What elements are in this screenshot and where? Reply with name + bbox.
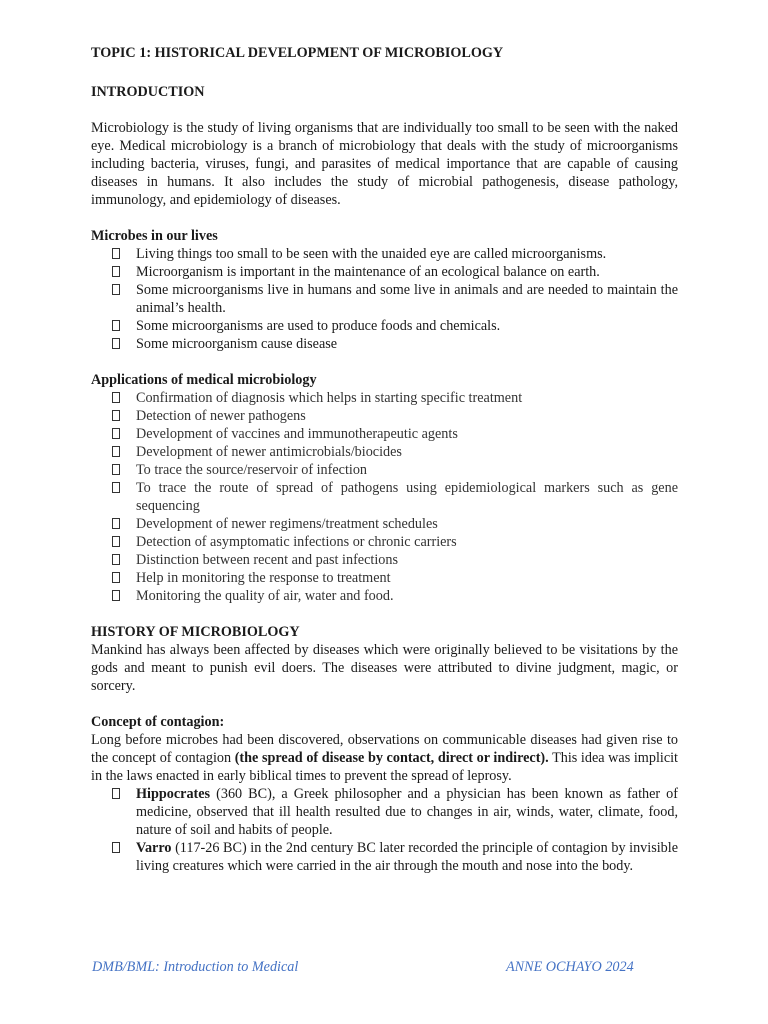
- bullet-icon: [112, 392, 120, 403]
- footer-author: ANNE OCHAYO 2024: [506, 959, 634, 975]
- list-item: Some microorganisms live in humans and some live in animals and are needed to maintain the animal’s health.: [91, 281, 678, 317]
- bullet-icon: [112, 338, 120, 349]
- bullet-icon: [112, 590, 120, 601]
- list-item: Hippocrates (360 BC), a Greek philosopher and a physician has been known as father of medicine, observed that ill health resulted due to changes in air, winds, water, climate, food, nature of soil and habits of people.: [91, 785, 678, 839]
- bullet-icon: [112, 842, 120, 853]
- list-item: Detection of newer pathogens: [91, 407, 678, 425]
- list-item: To trace the source/reservoir of infection: [91, 461, 678, 479]
- list-item: Development of vaccines and immunotherapeutic agents: [91, 425, 678, 443]
- bullet-icon: [112, 266, 120, 277]
- list-item: Varro (117-26 BC) in the 2nd century BC later recorded the principle of contagion by invisible living creatures which were carried in the air through the mouth and nose into the body.: [91, 839, 678, 875]
- footer-course: DMB/BML: Introduction to Medical: [92, 959, 299, 975]
- list-item: Monitoring the quality of air, water and food.: [91, 587, 678, 605]
- page-title: TOPIC 1: HISTORICAL DEVELOPMENT OF MICROBIOLOGY: [91, 45, 504, 61]
- bullet-icon: [112, 446, 120, 457]
- bullet-icon: [112, 248, 120, 259]
- list-item: Development of newer regimens/treatment schedules: [91, 515, 678, 533]
- list-item: Living things too small to be seen with the unaided eye are called microorganisms.: [91, 245, 678, 263]
- contagion-list: [91, 785, 678, 875]
- applications-list: [91, 389, 678, 605]
- applications-heading: Applications of medical microbiology: [91, 372, 317, 388]
- list-item: Some microorganism cause disease: [91, 335, 678, 353]
- bullet-icon: [112, 518, 120, 529]
- bullet-icon: [112, 482, 120, 493]
- bullet-icon: [112, 554, 120, 565]
- bullet-icon: [112, 410, 120, 421]
- microbes-heading: Microbes in our lives: [91, 228, 218, 244]
- bullet-icon: [112, 572, 120, 583]
- history-paragraph: Mankind has always been affected by diseases which were originally believed to be visitations by the gods and meant to punish evil doers. The diseases were attributed to divine judgment, magic, or sorcery.: [91, 642, 678, 694]
- bullet-icon: [112, 428, 120, 439]
- document-body: [91, 44, 678, 875]
- list-item: To trace the route of spread of pathogens using epidemiological markers such as gene sequencing: [91, 479, 678, 515]
- list-item: Distinction between recent and past infections: [91, 551, 678, 569]
- contagion-heading: Concept of contagion:: [91, 714, 225, 730]
- list-item: Detection of asymptomatic infections or chronic carriers: [91, 533, 678, 551]
- list-item: Confirmation of diagnosis which helps in starting specific treatment: [91, 389, 678, 407]
- contagion-paragraph: Long before microbes had been discovered, observations on communicable diseases had given rise to the concept of contagion (the spread of disease by contact, direct or indirect). This idea was implicit in the laws enacted in early biblical times to prevent the spread of leprosy.: [91, 732, 679, 784]
- bullet-icon: [112, 320, 120, 331]
- bullet-icon: [112, 788, 120, 799]
- intro-paragraph: Microbiology is the study of living organisms that are individually too small to be seen with the naked eye. Medical microbiology is a branch of microbiology that deals with the study of microorganisms including bacteria, viruses, fungi, and parasites of medical importance that are capable of causing diseases in humans. It also includes the study of microbial pathogenesis, disease pathology, immunology, and epidemiology of diseases.: [91, 120, 678, 208]
- bullet-icon: [112, 464, 120, 475]
- microbes-list: [91, 245, 678, 353]
- list-item: Help in monitoring the response to treatment: [91, 569, 678, 587]
- list-item: Some microorganisms are used to produce foods and chemicals.: [91, 317, 678, 335]
- bullet-icon: [112, 284, 120, 295]
- bullet-icon: [112, 536, 120, 547]
- intro-heading: INTRODUCTION: [91, 84, 205, 100]
- history-heading: HISTORY OF MICROBIOLOGY: [91, 624, 300, 640]
- list-item: Microorganism is important in the maintenance of an ecological balance on earth.: [91, 263, 678, 281]
- list-item: Development of newer antimicrobials/biocides: [91, 443, 678, 461]
